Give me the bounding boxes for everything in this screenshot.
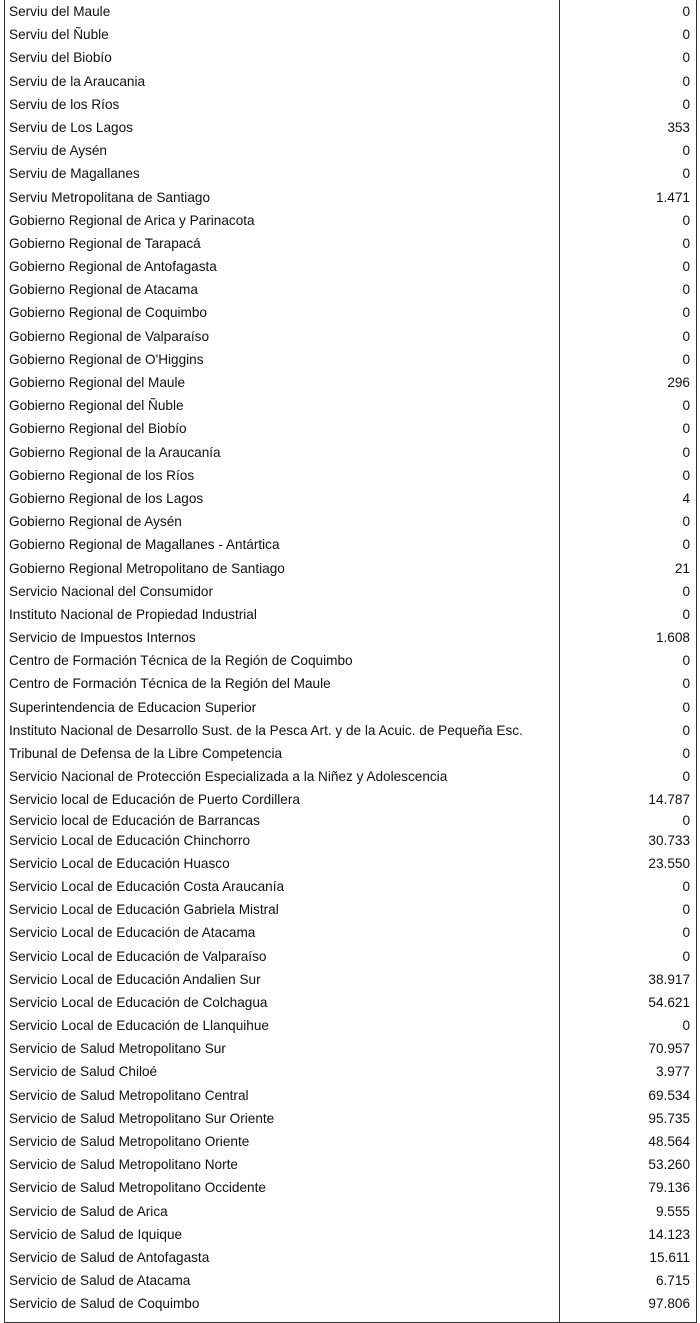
entity-name: Servicio de Salud de Atacama [9,1273,191,1289]
entity-value: 6.715 [655,1273,690,1289]
table-row [5,1037,696,1060]
entity-value: 0 [682,27,690,43]
table-row [5,626,696,649]
entity-value: 0 [682,305,690,321]
table-row [5,829,696,852]
entity-name: Servicio de Salud de Arica [9,1203,168,1219]
table-row [5,649,696,672]
table-row [5,1060,696,1083]
entity-value: 4 [682,490,690,506]
entity-name: Servicio Local de Educación Andalien Sur [9,971,261,987]
table-row [5,1246,696,1269]
entity-name: Gobierno Regional de Arica y Parinacota [9,212,255,228]
entity-value: 0 [682,746,690,761]
entity-name: Instituto Nacional de Desarrollo Sust. de la Pesca Art. y de la Acuic. de Pequeña Esc. [9,722,523,738]
table-row [5,852,696,875]
table-row [5,186,696,209]
entity-value: 23.550 [648,855,690,871]
entity-name: Serviu del Ñuble [9,27,109,43]
table-row [5,696,696,719]
entity-name: Servicio de Salud de Coquimbo [9,1296,200,1312]
entity-name: Serviu de Magallanes [9,166,140,182]
entity-name: Gobierno Regional de la Araucanía [9,444,221,460]
entity-name: Servicio de Salud Metropolitano Central [9,1087,249,1103]
table-row [5,93,696,116]
entity-name: Gobierno Regional Metropolitano de Santiago [9,560,285,576]
entity-name: Servicio Local de Educación de Valparaíso [9,948,267,964]
table-row [5,162,696,185]
table-row [5,1014,696,1037]
entity-name: Servicio Local de Educación de Llanquihue [9,1018,269,1034]
table-row [5,580,696,603]
entity-value: 0 [682,676,690,692]
entity-value: 48.564 [648,1134,690,1149]
entity-value: 0 [682,73,690,89]
entity-value: 0 [682,143,690,159]
entity-name: Superintendencia de Educacion Superior [9,699,257,715]
entity-name: Serviu de los Ríos [9,96,120,112]
entity-value: 0 [682,235,690,251]
entity-value: 0 [682,1018,690,1034]
table-row [5,1269,696,1292]
entity-name: Servicio de Salud Metropolitano Sur Oriente [9,1110,275,1126]
entity-value: 9.555 [655,1203,690,1219]
table-row [5,116,696,139]
table-row [5,464,696,487]
table-row [5,348,696,371]
entity-value: 15.611 [649,1249,690,1265]
entity-value: 0 [682,514,690,530]
entity-value: 0 [682,444,690,460]
entity-value: 69.534 [648,1087,690,1103]
entity-name: Servicio de Salud Chiloé [9,1064,158,1080]
entity-name: Gobierno Regional de los Ríos [9,467,195,483]
table-row [5,209,696,232]
table-row [5,232,696,255]
entity-name: Servicio de Salud Metropolitano Oriente [9,1134,250,1149]
table-row [5,70,696,93]
table-row [5,1153,696,1176]
entity-name: Gobierno Regional de Valparaíso [9,328,210,344]
table-row [5,394,696,417]
entity-value: 296 [667,375,690,390]
entity-value: 0 [682,812,690,828]
table-row [5,719,696,742]
table-row [5,301,696,324]
table-row [5,603,696,626]
entity-value: 0 [682,259,690,275]
table-row [5,742,696,765]
entity-name: Servicio de Salud de Antofagasta [9,1249,210,1265]
entity-name: Servicio Local de Educación Chinchorro [9,832,251,848]
entity-value: 0 [682,282,690,298]
table-row [5,788,696,811]
table-row [5,441,696,464]
entity-name: Servicio de Salud Metropolitano Norte [9,1157,238,1173]
table-row [5,325,696,348]
table-row [5,991,696,1014]
table-row [5,1176,696,1199]
entity-name: Gobierno Regional de los Lagos [9,490,204,506]
table-row [5,371,696,394]
entity-value: 0 [682,948,690,964]
table-row [5,945,696,968]
entity-value: 0 [682,398,690,414]
table-row [5,510,696,533]
entity-name: Servicio de Impuestos Internos [9,630,196,646]
entity-value: 0 [682,421,690,437]
table-body [5,0,696,1316]
entity-name: Gobierno Regional del Maule [9,375,186,390]
table-row [5,487,696,510]
table-row [5,1200,696,1223]
entity-value: 0 [682,606,690,622]
entity-name: Gobierno Regional de O'Higgins [9,351,204,367]
entity-value: 0 [682,351,690,367]
entity-value: 14.787 [648,792,690,808]
table-row [5,139,696,162]
entity-value: 0 [682,96,690,112]
entity-value: 97.806 [648,1296,690,1312]
entity-value: 79.136 [648,1180,690,1196]
table-row [5,278,696,301]
table-row [5,1084,696,1107]
entity-name: Servicio Nacional de Protección Especializada a la Niñez y Adolescencia [9,769,448,785]
entity-name: Gobierno Regional de Atacama [9,282,198,298]
entity-value: 54.621 [648,994,690,1010]
entity-name: Servicio local de Educación de Barrancas [9,812,260,828]
entity-name: Serviu del Maule [9,4,111,19]
table-row [5,968,696,991]
entity-name: Gobierno Regional de Coquimbo [9,305,207,321]
entity-name: Servicio Local de Educación Huasco [9,855,230,871]
entity-name: Serviu de Aysén [9,143,107,159]
table-row [5,875,696,898]
entity-value: 1.608 [655,630,690,646]
entity-value: 0 [682,212,690,228]
entity-name: Centro de Formación Técnica de la Región del Maule [9,676,331,692]
entity-name: Gobierno Regional del Biobío [9,421,187,437]
entity-name: Serviu de Los Lagos [9,119,133,135]
entity-value: 0 [682,925,690,941]
entity-value: 0 [682,722,690,738]
entity-name: Servicio Nacional del Consumidor [9,583,213,599]
table-row [5,1130,696,1153]
table-row [5,0,696,23]
entity-name: Servicio de Salud Metropolitano Occidente [9,1180,266,1196]
entity-name: Servicio de Salud de Iquique [9,1226,183,1242]
table-row [5,255,696,278]
table-row [5,557,696,580]
entity-value: 0 [682,583,690,599]
data-table [4,0,697,1323]
entity-value: 0 [682,902,690,918]
entity-name: Servicio de Salud Metropolitano Sur [9,1041,226,1057]
entity-name: Gobierno Regional de Magallanes - Antártica [9,537,280,553]
entity-name: Servicio Local de Educación de Atacama [9,925,256,941]
entity-name: Gobierno Regional de Tarapacá [9,235,201,251]
entity-value: 0 [682,467,690,483]
entity-value: 21 [674,560,690,576]
entity-name: Serviu Metropolitana de Santiago [9,189,211,205]
table-row [5,672,696,695]
entity-name: Servicio Local de Educación de Colchagua [9,994,268,1010]
entity-name: Gobierno Regional de Antofagasta [9,259,217,275]
entity-name: Servicio Local de Educación Costa Araucanía [9,878,285,894]
entity-value: 14.123 [648,1226,690,1242]
table-row [5,898,696,921]
entity-name: Gobierno Regional del Ñuble [9,398,184,414]
entity-value: 95.735 [648,1110,690,1126]
table-row [5,533,696,556]
entity-name: Centro de Formación Técnica de la Región de Coquimbo [9,653,353,669]
table-row [5,1107,696,1130]
entity-name: Serviu del Biobío [9,50,112,66]
entity-name: Instituto Nacional de Propiedad Industrial [9,606,257,622]
entity-value: 0 [682,878,690,894]
entity-name: Tribunal de Defensa de la Libre Competencia [9,746,283,761]
entity-name: Servicio local de Educación de Puerto Cordillera [9,792,300,808]
table-row [5,417,696,440]
table-row [5,1292,696,1315]
entity-name: Servicio Local de Educación Gabriela Mistral [9,902,279,918]
table-row [5,23,696,46]
entity-name: Serviu de la Araucania [9,73,146,89]
entity-value: 1.471 [655,189,690,205]
table-row [5,1223,696,1246]
entity-value: 53.260 [648,1157,690,1173]
entity-value: 30.733 [648,832,690,848]
entity-value: 0 [682,4,690,19]
entity-name: Gobierno Regional de Aysén [9,514,182,530]
entity-value: 0 [682,769,690,785]
entity-value: 38.917 [648,971,690,987]
entity-value: 0 [682,537,690,553]
entity-value: 70.957 [648,1041,690,1057]
entity-value: 353 [667,119,690,135]
table-row [5,46,696,69]
table-row [5,765,696,788]
entity-value: 0 [682,166,690,182]
entity-value: 3.977 [655,1064,690,1080]
entity-value: 0 [682,50,690,66]
entity-value: 0 [682,653,690,669]
table-row [5,921,696,944]
entity-value: 0 [682,328,690,344]
table-row [5,812,696,829]
entity-value: 0 [682,699,690,715]
